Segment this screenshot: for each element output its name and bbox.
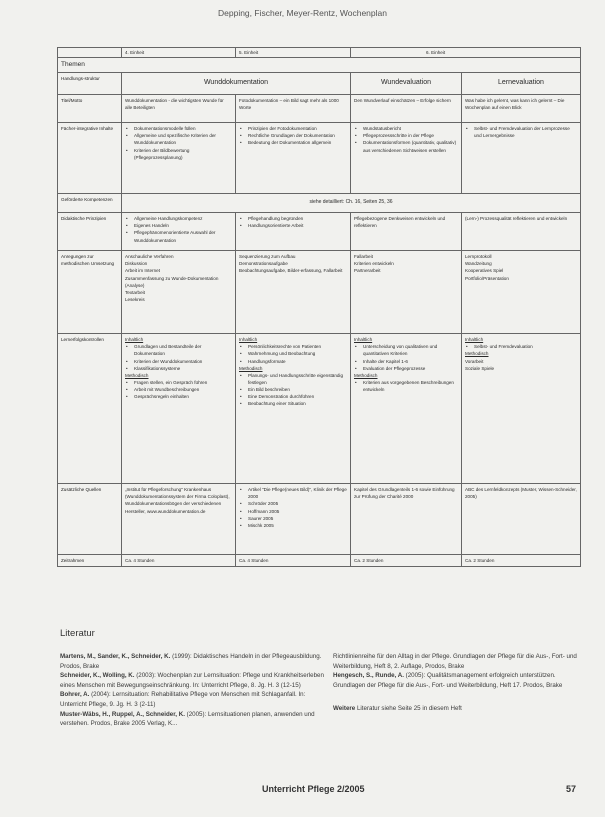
list-item: Soziale Spiele — [465, 365, 495, 371]
didaktische-list-unit4 — [125, 215, 232, 243]
page-number: 57 — [566, 784, 577, 794]
reference-entry: Schneider, K., Wolling, K. (2003): Wochenplan zur Lernsituation: Pflege und Krankheitserleben eines Menschen mit Bewegungseinschränkung. In: Unterricht Pflege, 8. Jg. H. 3 (12-15) — [60, 672, 324, 689]
list-item: • Klassifikationssysteme — [125, 365, 232, 372]
list-item: Lernprotokoll — [465, 254, 492, 260]
list-item: • Persönlichkeitsrechte von Patienten — [239, 343, 347, 350]
list-item: Diskussion — [125, 261, 148, 267]
list-item: • Handlungsformate — [239, 358, 347, 365]
list-item: • Allgemeine und spezifische Kriterien der Wunddokumentation — [125, 132, 232, 146]
zeitrahmen-cell: Ca. 2 Stunden — [351, 555, 462, 567]
list-item: • Saurer 2005 — [239, 515, 347, 522]
methodisch-label: Methodisch — [239, 365, 263, 371]
faecher-list-unit5 — [239, 125, 347, 146]
list-item: Anschauliche Verfahren — [125, 254, 174, 260]
journal-footer: Unterricht Pflege 2/2005 — [262, 784, 365, 794]
lernerfolg-label: Lernerfolgskontrollen — [58, 334, 122, 484]
methodisch-label: Methodisch — [465, 351, 489, 357]
handlungsstruktur-label: Handlungs-struktur — [58, 73, 122, 95]
faecher-label: Fächer-integrative Inhalte — [58, 123, 122, 194]
anregungen-label: Anregungen zur methodischen Umsetzung — [58, 251, 122, 334]
lernerfolg-row — [58, 334, 581, 484]
list-item: • Schröder 2005 — [239, 500, 347, 507]
list-item: • Ein Bild beschreiben — [239, 386, 347, 393]
running-header: Depping, Fischer, Meyer-Rentz, Wochenplan — [218, 8, 387, 18]
list-item: Zusammenfassung zu Wunde-Dokumentation (Analyse) — [125, 275, 219, 288]
list-item: • Pflegeprozessschritte in der Pflege — [354, 132, 458, 139]
literatur-column-left — [60, 652, 328, 729]
titel-motto-label: Titel/Motto — [58, 95, 122, 123]
didaktische-cell: (Lern-) Prozessqualität reflektieren und entwickeln — [462, 213, 581, 251]
inhaltlich-label: Inhaltlich — [239, 337, 258, 343]
didaktische-label: Didaktische Prinzipien — [58, 213, 122, 251]
list-item: • Planungs- und Handlungsschritte eigenständig festlegen — [239, 372, 347, 386]
list-item: Demonstrationsaufgabe — [239, 261, 288, 267]
faecher-list-unit6a — [354, 125, 458, 153]
list-item: • Pflegephänomenorientierte Auswahl der Wunddokumentation — [125, 229, 232, 243]
zusaetzliche-cell: Kapitel des Grundlagenteils 1-6 sowie Einführung zur Prüfung der Charité 2000 — [351, 484, 462, 555]
list-item: • Mischk 2005 — [239, 522, 347, 529]
zeitrahmen-row — [58, 555, 581, 567]
zusaetzliche-cell: „Institut für Pflegeforschung" Krankenhaus (Wunddokumentationssystem der Firma Coloplast), Wunddokumentationsbögen der verschiedenen Hersteller, www.wunddokumentation.de — [122, 484, 236, 555]
list-item: • Grundlagen und Bestandteile der Dokumentation — [125, 343, 232, 357]
list-item: • Dokumentationsmodelle füllen — [125, 125, 232, 132]
list-item: Portfolio/Präsentation — [465, 275, 509, 281]
weekly-plan-table — [57, 47, 581, 567]
list-item: • Selbst- und Fremdevaluation — [465, 343, 577, 350]
titel-motto-cell: Wunddokumentation - die wichtigsten Wunde für alle Beteiligten — [122, 95, 236, 123]
zeitrahmen-cell: Ca. 4 Stunden — [236, 555, 351, 567]
anregungen-row — [58, 251, 581, 334]
list-item: Kooperatives Spiel — [465, 268, 504, 274]
themen-label: Themen — [58, 58, 581, 73]
inhaltlich-label: Inhaltlich — [465, 337, 484, 343]
list-item: • Inhalte der Kapitel 1-6 — [354, 358, 458, 365]
reference-entry: Hengesch, S., Runde, A. (2005): Qualitätsmanagement erfolgreich unterstützen. Grundlagen der Pflege für die Aus-, Fort- und Weiterbildung, Heft 17. Prodos, Brake — [333, 672, 563, 689]
list-item: Vorarbeit — [465, 358, 484, 364]
list-item: • Prinzipien der Fotodokumentation — [239, 125, 347, 132]
list-item: • Eine Demonstration durchführen — [239, 393, 347, 400]
zusaetzliche-cell: ABC des Lernfeldkonzepts (Muster, Wissen-Schneider, 2005) — [462, 484, 581, 555]
literatur-column-right — [333, 652, 581, 714]
list-item: Textarbeit — [125, 289, 145, 295]
list-item: • Rechtliche Grundlagen der Dokumentation — [239, 132, 347, 139]
list-item: • Kriterien der Bildbewertung (Pflegeprozessplanung) — [125, 147, 232, 161]
heading-wunddokumentation: Wunddokumentation — [122, 73, 351, 95]
list-item: • Kriterien der Wunddokumentation — [125, 358, 232, 365]
zeitrahmen-label: Zeitrahmen — [58, 555, 122, 567]
didaktische-row — [58, 213, 581, 251]
titel-motto-cell: Den Wundverlauf einschätzen – Erfolge sichern — [351, 95, 462, 123]
list-item: • Eigenes Handeln — [125, 222, 232, 229]
zusaetzliche-label: Zusätzliche Quellen — [58, 484, 122, 555]
list-item: • Artikel "Die Pflege(neues Bild)", Klinik der Pflege 2000 — [239, 486, 347, 500]
list-item: Sequenzierung zum Aufbau — [239, 254, 296, 260]
heading-wundevaluation: Wundevaluation — [351, 73, 462, 95]
methodisch-label: Methodisch — [125, 372, 149, 378]
titel-motto-cell: Was habe ich gelernt, was kann ich gelernt – Die Wochenplan auf einen Blick — [462, 95, 581, 123]
titel-motto-cell: Fotodokumentation – ein Bild sagt mehr als 1000 Worte — [236, 95, 351, 123]
list-item: • Gesprächsregeln einhalten — [125, 393, 232, 400]
list-item: • Hoffmann 2005 — [239, 508, 347, 515]
titel-motto-row — [58, 95, 581, 123]
themen-row — [58, 58, 581, 73]
handlungsstruktur-row — [58, 73, 581, 95]
zeitrahmen-cell: Ca. 2 Stunden — [462, 555, 581, 567]
reference-entry: Martens, M., Sander, K., Schneider, K. (1999): Didaktisches Handeln in der Pflegeausbildung. Prodos, Brake — [60, 653, 322, 670]
inhaltlich-label: Inhaltlich — [125, 337, 144, 343]
list-item: Fallarbeit — [354, 254, 373, 260]
gefoerderte-label: Geförderte Kompetenzen — [58, 194, 122, 213]
list-item: Arbeit im Internet — [125, 268, 160, 274]
zusaetzliche-row — [58, 484, 581, 555]
list-item: Kriterien entwickeln — [354, 261, 394, 267]
literatur-heading: Literatur — [60, 628, 95, 639]
gefoerderte-text: siehe detailliert: Ch. 16, Seiten 25, 36 — [122, 194, 581, 213]
inhaltlich-label: Inhaltlich — [354, 337, 373, 343]
list-item: • Evaluation der Pflegeprozesse — [354, 365, 458, 372]
list-item: Lesekreis — [125, 296, 145, 302]
list-item: • Dokumentationsformen (quantitativ, qualitativ) aus verschiedenen Sichtweisen erstellen — [354, 139, 458, 153]
list-item: Beobachtungsaufgabe, Bilder-erfassung, Fallarbeit — [239, 268, 343, 274]
list-item: • Wundstatusbericht — [354, 125, 458, 132]
unit-6-label: 6. Einheit — [351, 48, 581, 58]
list-item: • Wahrnehmung und Beobachtung — [239, 350, 347, 357]
list-item: • Arbeit mit Wundbeschreibungen — [125, 386, 232, 393]
reference-entry: Richtlinienreihe für den Alltag in der Pflege. Grundlagen der Pflege für die Aus-, Fort- und Weiterbildung, Heft 8, 2. Auflage, Prodos, Brake — [333, 653, 577, 670]
list-item: • Handlungsorientierte Arbeit — [239, 222, 347, 229]
list-item: • Selbst- und Fremdevaluation der Lernprozesse und Lernergebnisse — [465, 125, 577, 139]
reference-entry: Bohrer, A. (2004): Lernsituation: Rehabilitative Pflege von Menschen mit Schlaganfall. In: Unterricht Pflege, 9. Jg. H. 3 (2-11) — [60, 691, 306, 709]
list-item: • Allgemeine Handlungskompetenz — [125, 215, 232, 222]
gefoerderte-row — [58, 194, 581, 213]
faecher-row — [58, 123, 581, 194]
reference-entry: Muster-Wäbs, H., Ruppel, A., Schneider, K. (2005): Lernsituationen planen, anwenden und verstehen. Prodos, Brake 2005 Verlag, K... — [60, 710, 315, 728]
list-item: • Unterscheidung von qualitativen und quantitativen Kriterien — [354, 343, 458, 357]
list-item: • Bedeutung der Dokumentation allgemein — [239, 139, 347, 146]
reference-entry: Weitere Literatur siehe Seite 25 in diesem Heft — [333, 705, 462, 713]
list-item: Partnerarbeit — [354, 268, 381, 274]
didaktische-cell: Pflegebezogene Denkweisen entwickeln und reflektieren — [351, 213, 462, 251]
heading-lernevaluation: Lernevaluation — [462, 73, 581, 95]
didaktische-list-unit5 — [239, 215, 347, 229]
methodisch-label: Methodisch — [354, 372, 378, 378]
list-item: • Fragen stellen, ein Gespräch führen — [125, 379, 232, 386]
faecher-list-unit6b — [465, 125, 577, 139]
unit-5-label: 5. Einheit — [236, 48, 351, 58]
faecher-list-unit4 — [125, 125, 232, 161]
unit-4-label: 4. Einheit — [122, 48, 236, 58]
list-item: Wandzeitung — [465, 261, 492, 267]
list-item: • Pflegehandlung begründen — [239, 215, 347, 222]
zeitrahmen-cell: Ca. 4 Stunden — [122, 555, 236, 567]
unit-header-row — [58, 48, 581, 58]
list-item: • Kriterien aus vorgegebenen Beschreibungen entwickeln — [354, 379, 458, 393]
list-item: • Beobachtung einer Situation — [239, 400, 347, 407]
